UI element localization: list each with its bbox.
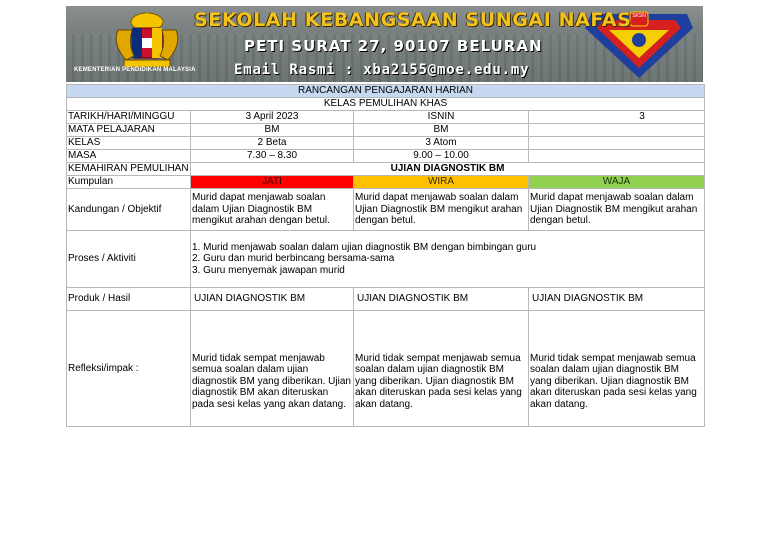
subject-label: MATA PELAJARAN xyxy=(67,124,191,137)
reflection-waja: Murid tidak sempat menjawab semua soalan dalam ujian diagnostik BM yang diberikan. Ujian diagnostik BM akan diteruskan pada sesi kelas yang akan datang. xyxy=(529,311,705,427)
table-row xyxy=(67,137,705,150)
product-wira: UJIAN DIAGNOSTIK BM xyxy=(354,288,529,311)
plan-subtitle: KELAS PEMULIHAN KHAS xyxy=(67,98,705,111)
process-step: 3. Guru menyemak jawapan murid xyxy=(192,264,345,276)
table-row xyxy=(67,288,705,311)
skill-label: KEMAHIRAN PEMULIHAN xyxy=(68,163,189,175)
table-row xyxy=(67,189,705,231)
objective-jati: Murid dapat menjawab soalan dalam Ujian Diagnostik BM mengikut arahan dengan betul. xyxy=(191,189,354,231)
empty-cell xyxy=(529,150,705,163)
week-value: 3 xyxy=(529,111,705,124)
malaysia-crest-icon xyxy=(110,10,184,70)
school-address: PETI SURAT 27, 90107 BELURAN xyxy=(244,37,543,55)
table-row xyxy=(67,98,705,111)
reflection-label: Refleksi/impak : xyxy=(67,311,191,427)
class-value-1: 2 Beta xyxy=(191,137,354,150)
day-value: ISNIN xyxy=(354,111,529,124)
school-banner xyxy=(66,6,703,82)
objective-waja: Murid dapat menjawab soalan dalam Ujian Diagnostik BM mengikut arahan dengan betul. xyxy=(529,189,705,231)
group-jati: JATI xyxy=(191,176,354,189)
date-value: 3 April 2023 xyxy=(191,111,354,124)
time-label: MASA xyxy=(67,150,191,163)
table-row xyxy=(67,163,705,176)
reflection-wira: Murid tidak sempat menjawab semua soalan dalam ujian diagnostik BM yang diberikan. Ujian diagnostik BM akan diteruskan pada sesi kelas yang akan datang. xyxy=(354,311,529,427)
skill-value: UJIAN DIAGNOSTIK BM xyxy=(191,163,705,176)
group-label: Kumpulan xyxy=(67,176,191,189)
product-label: Produk / Hasil xyxy=(67,288,191,311)
table-row xyxy=(67,176,705,189)
table-row xyxy=(67,150,705,163)
class-value-2: 3 Atom xyxy=(354,137,529,150)
product-jati: UJIAN DIAGNOSTIK BM xyxy=(191,288,354,311)
empty-cell xyxy=(529,124,705,137)
table-row xyxy=(67,85,705,98)
process-step: 2. Guru dan murid berbincang bersama-sama xyxy=(192,253,395,265)
empty-cell xyxy=(529,137,705,150)
objective-label: Kandungan / Objektif xyxy=(67,189,191,231)
ministry-label: KEMENTERIAN PENDIDIKAN MALAYSIA xyxy=(74,67,196,73)
svg-text:SKSN: SKSN xyxy=(632,13,646,19)
process-step: 1. Murid menjawab soalan dalam ujian diagnostik BM dengan bimbingan guru xyxy=(192,241,537,253)
process-list xyxy=(191,231,705,288)
table-row xyxy=(67,124,705,137)
subject-value-2: BM xyxy=(354,124,529,137)
reflection-jati: Murid tidak sempat menjawab semua soalan dalam ujian diagnostik BM yang diberikan. Ujian diagnostik BM akan diteruskan pada sesi kelas yang akan datang. xyxy=(191,311,354,427)
group-waja: WAJA xyxy=(529,176,705,189)
table-row xyxy=(67,111,705,124)
lesson-plan-table xyxy=(66,84,705,427)
table-row xyxy=(67,311,705,427)
time-value-2: 9.00 – 10.00 xyxy=(354,150,529,163)
school-email: Email Rasmi : xba2155@moe.edu.my xyxy=(234,62,530,78)
group-wira: WIRA xyxy=(354,176,529,189)
date-label: TARIKH/HARI/MINGGU xyxy=(67,111,191,124)
subject-value-1: BM xyxy=(191,124,354,137)
product-waja: UJIAN DIAGNOSTIK BM xyxy=(529,288,705,311)
time-value-1: 7.30 – 8.30 xyxy=(191,150,354,163)
school-name: SEKOLAH KEBANGSAAN SUNGAI NAFAS xyxy=(194,9,632,31)
table-row xyxy=(67,231,705,288)
process-label: Proses / Aktiviti xyxy=(67,231,191,288)
class-label: KELAS xyxy=(67,137,191,150)
objective-wira: Murid dapat menjawab soalan dalam Ujian Diagnostik BM mengikut arahan dengan betul. xyxy=(354,189,529,231)
plan-title: RANCANGAN PENGAJARAN HARIAN xyxy=(67,85,705,98)
